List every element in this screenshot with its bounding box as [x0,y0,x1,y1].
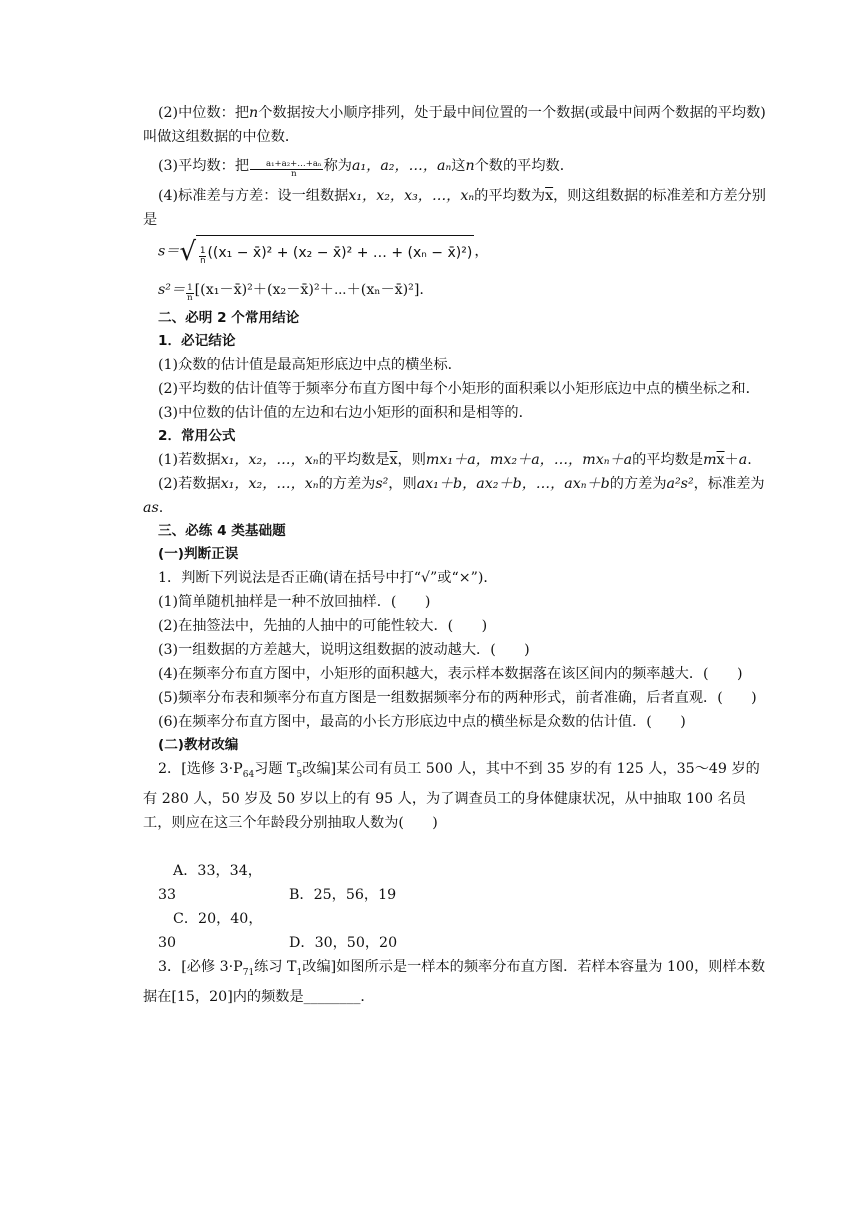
conclusion-1: (1)众数的估计值是最高矩形底边中点的横坐标． [158,357,462,373]
question-1-item-1: (1)简单随机抽样是一种不放回抽样．( ) [158,594,431,610]
formula-2: (2)若数据x₁，x₂，…，xₙ的方差为s²，则ax₁＋b，ax₂＋b，…，axₙ＋b的方差为a²s²，标准差为as. [143,476,765,516]
formula-1: (1)若数据x₁，x₂，…，xₙ的平均数是$\overline{x}$，则mx₁＋a，mx₂＋a，…，mxₙ＋a的平均数是$m\overline{x}+a$. [158,452,752,468]
subsection-true-false: (一)判断正误 [158,546,239,562]
option-d: D．30，50，20 [289,934,398,951]
question-1-item-6: (6)在频率分布直方图中，最高的小长方形底边中点的横坐标是众数的估计值．( ) [158,714,686,730]
question-1: 1．判断下列说法是否正确(请在括号中打“√”或“×”)． [158,570,498,586]
variance-formula: s²＝ $\frac{1}{n}$ [(x₁－x̄)²＋(x₂－x̄)²＋⋯＋(xₙ－x̄)²]. [158,282,424,303]
std-formula: s＝√ $\frac{1}{n}$ ((x₁ − x̄)² + (x₂ − x̄)² + … + (xₙ − x̄)²) ， [158,236,489,267]
conclusion-3: (3)中位数的估计值的左边和右边小矩形的面积和是相等的． [158,405,533,421]
sqrt-expression: √ $\frac{1}{n}$ ((x₁ − x̄)² + (x₂ − x̄)² + … + (xₙ − x̄)²) [179,236,473,267]
option-a: A．33，34，33 [158,862,262,903]
question-2: 2．[选修 $3\cdot P_{64}$习题 $T_5$改编]某公司有员工 500 人，其中不到 35 岁的有 125 人，35～49 岁的有 280 人，50 岁及 50 岁以上的有 95 人，为了调查员工的身体健康状况，从中抽取 100 名员工，则应在这三个年龄段分别抽取人数为( ) [143,761,760,831]
sqrt-icon: √ [179,236,197,267]
question-3: 3．[必修 $3\cdot P_{71}$练习 $T_1$改编]如图所示是一样本的频率分布直方图．若样本容量为 100，则样本数据在[15，20]内的频数是________． [143,958,766,1005]
option-c: C．20，40，30 [158,910,263,951]
question-2-options-row-2 [143,907,767,955]
std-variance-definition: (4)标准差与方差：设一组数据x₁，x₂，x₃，…，xₙ的平均数为$\overline{x}$，则这组数据的标准差和方差分别是 [143,188,766,228]
document-page [143,101,767,1009]
question-2-options-row-1 [143,859,767,907]
median-definition: (2)中位数：把n个数据按大小顺序排列，处于最中间位置的一个数据(或最中间两个数据的平均数)叫做这组数据的中位数． [143,105,766,145]
spacer [143,835,767,859]
conclusion-2: (2)平均数的估计值等于频率分布直方图中每个小矩形的面积乘以小矩形底边中点的横坐标之和． [158,381,760,397]
question-1-item-3: (3)一组数据的方差越大，说明这组数据的波动越大．( ) [158,642,530,658]
subsection-textbook-adapted: (二)教材改编 [158,737,239,753]
subsection-formulas: 2．常用公式 [158,428,236,444]
question-1-item-5: (5)频率分布表和频率分布直方图是一组数据频率分布的两种形式，前者准确，后者直观．( ) [158,690,757,706]
subsection-must-remember: 1．必记结论 [158,333,236,349]
question-1-item-4: (4)在频率分布直方图中，小矩形的面积越大，表示样本数据落在该区间内的频率越大．( ) [158,666,743,682]
mean-definition: (3)平均数：把 $\frac{\text{a₁+a₂+…+aₙ}}{n}$ 称为a₁，a₂，…，aₙ这n个数的平均数． [158,158,574,179]
section-title-exercises: 三、必练 4 类基础题 [158,523,286,539]
mean-fraction: $\frac{\text{a₁+a₂+…+aₙ}}{n}$ [250,160,323,179]
question-1-item-2: (2)在抽签法中，先抽的人抽中的可能性较大．( ) [158,618,488,634]
section-title-conclusions: 二、必明 2 个常用结论 [158,310,300,326]
option-b: B．25，56，19 [289,886,397,903]
